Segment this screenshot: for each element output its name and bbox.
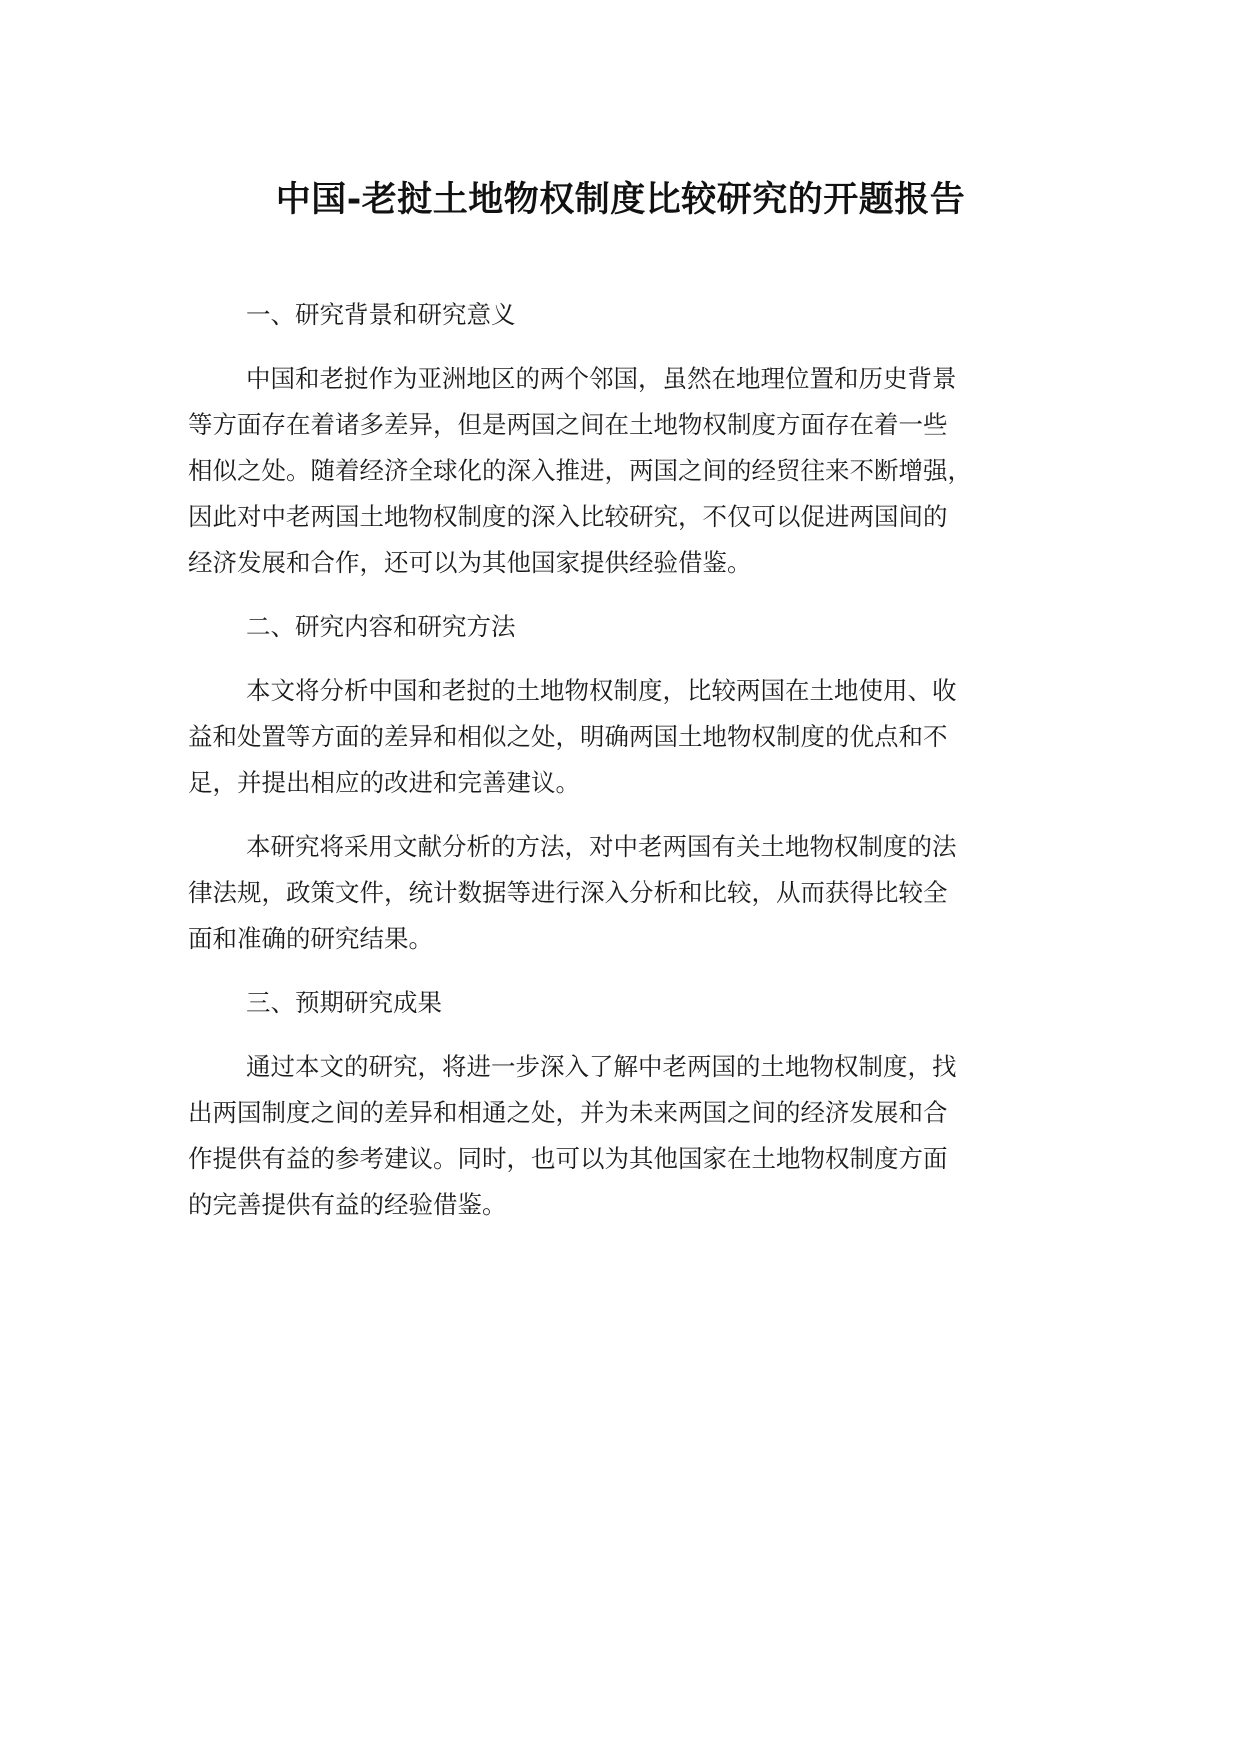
paragraph-line: 通过本文的研究，将进一步深入了解中老两国的土地物权制度，找 [246, 1052, 957, 1081]
paragraph-line: 律法规，政策文件，统计数据等进行深入分析和比较，从而获得比较全 [188, 878, 948, 907]
section-content-methods [188, 604, 1048, 962]
paragraph-line: 相似之处。随着经济全球化的深入推进，两国之间的经贸往来不断增强， [188, 456, 972, 485]
section-background [188, 292, 1048, 586]
paragraph-line: 的完善提供有益的经验借鉴。 [188, 1190, 507, 1219]
paragraph-line: 作提供有益的参考建议。同时，也可以为其他国家在土地物权制度方面 [188, 1144, 948, 1173]
paragraph [188, 668, 1048, 806]
paragraph [188, 824, 1048, 962]
paragraph-line: 等方面存在着诸多差异，但是两国之间在土地物权制度方面存在着一些 [188, 410, 948, 439]
section-heading: 二、研究内容和研究方法 [246, 612, 516, 641]
paragraph-line: 出两国制度之间的差异和相通之处，并为未来两国之间的经济发展和合 [188, 1098, 948, 1127]
paragraph-line: 本文将分析中国和老挝的土地物权制度，比较两国在土地使用、收 [246, 676, 957, 705]
paragraph-line: 面和准确的研究结果。 [188, 924, 433, 953]
paragraph [188, 1044, 1048, 1228]
section-heading: 一、研究背景和研究意义 [246, 300, 516, 329]
paragraph-line: 中国和老挝作为亚洲地区的两个邻国，虽然在地理位置和历史背景 [246, 364, 957, 393]
paragraph-line: 益和处置等方面的差异和相似之处，明确两国土地物权制度的优点和不 [188, 722, 948, 751]
paragraph-line: 本研究将采用文献分析的方法，对中老两国有关土地物权制度的法 [246, 832, 957, 861]
document-body [188, 292, 1048, 1246]
paragraph-line: 因此对中老两国土地物权制度的深入比较研究，不仅可以促进两国间的 [188, 502, 948, 531]
document-title: 中国-老挝土地物权制度比较研究的开题报告 [275, 180, 966, 220]
paragraph-line: 足，并提出相应的改进和完善建议。 [188, 768, 580, 797]
section-expected-results [188, 980, 1048, 1228]
section-heading: 三、预期研究成果 [246, 988, 442, 1017]
paragraph [188, 356, 1048, 586]
paragraph-line: 经济发展和合作，还可以为其他国家提供经验借鉴。 [188, 548, 752, 577]
